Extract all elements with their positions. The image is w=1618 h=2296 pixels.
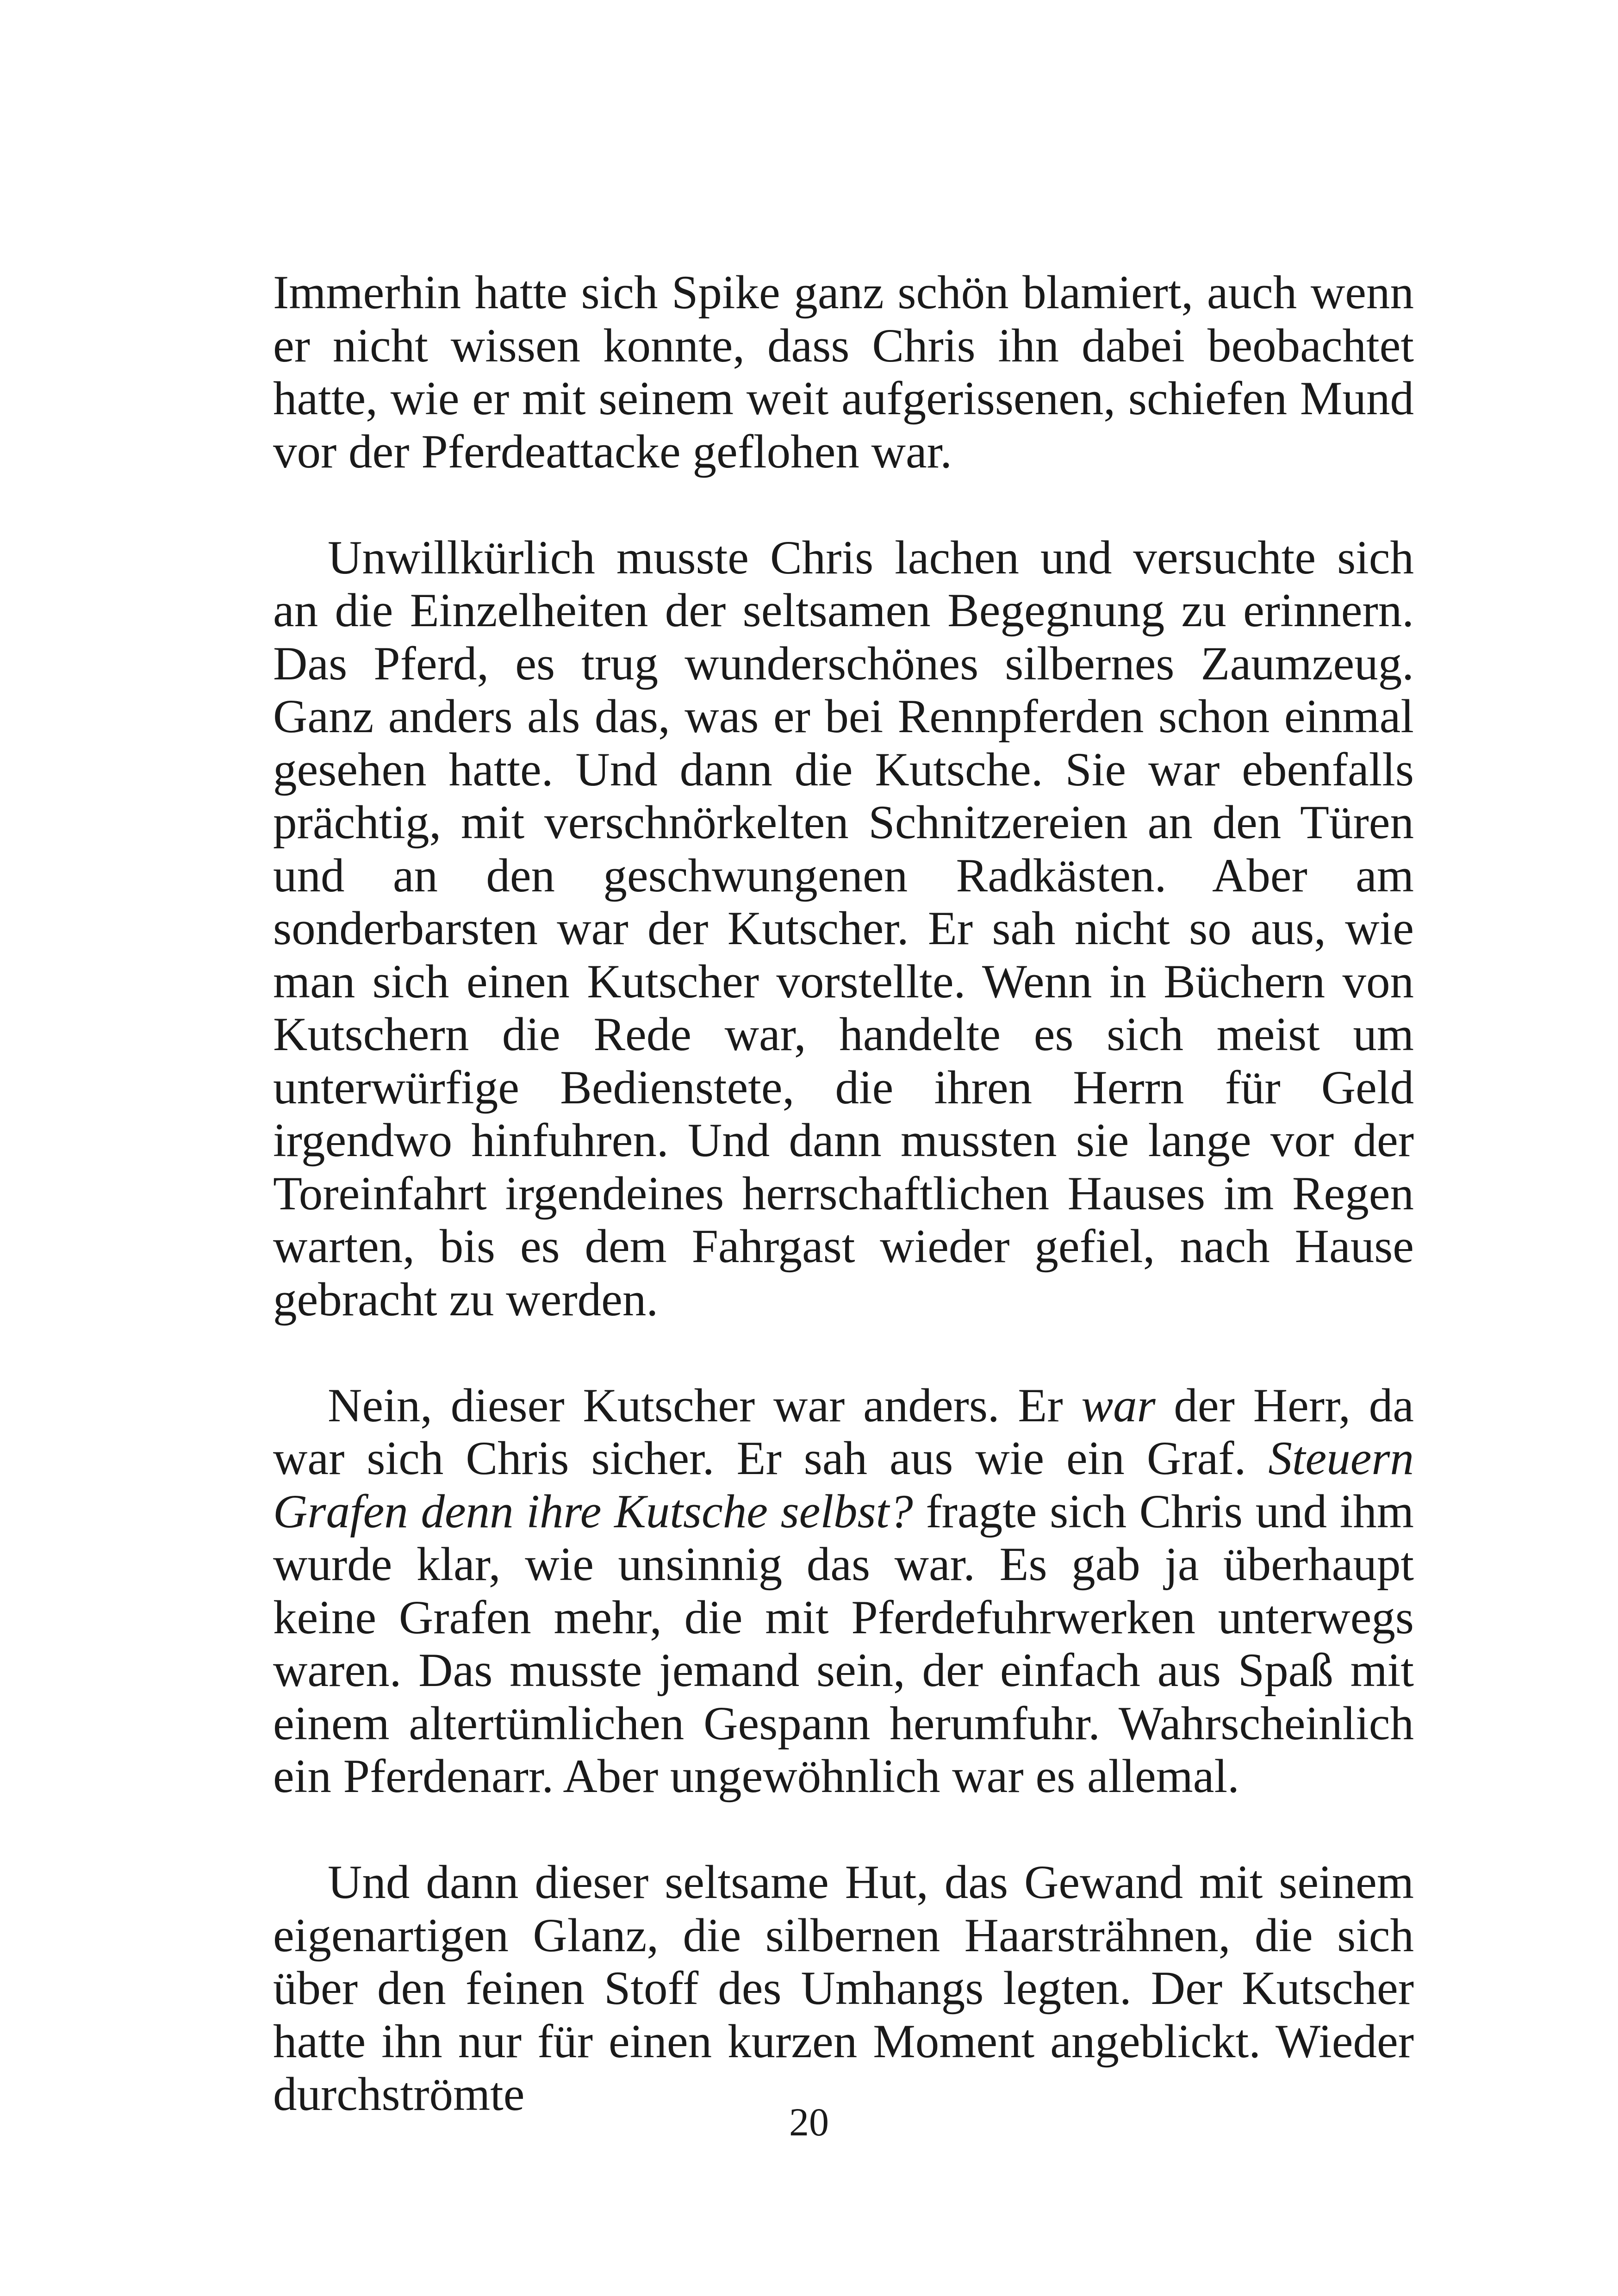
paragraph-3-emphasis-war: war [1081,1379,1156,1432]
paragraph-4 [273,1856,1414,2121]
page-number: 20 [789,2100,829,2144]
body-text [273,266,1414,2121]
paragraph-3-emphasis-question: Steuern Grafen denn ihre Kutsche selbst? [273,1432,1414,1538]
paragraph-3-text-c: fragte sich Chris und ihm wurde klar, wie unsinnig das war. Es gab ja überhaupt keine Grafen mehr, die mit Pferdefuhrwerken unterwegs waren. Das musste jemand sein, der einfach aus Spaß mit einem altertümlichen Gespann herumfuhr. Wahrscheinlich ein Pferdenarr. Aber ungewöhnlich war es allemal. [273,1485,1414,1803]
paragraph-1 [273,266,1414,478]
paragraph-2 [273,531,1414,1326]
paragraph-3-text-a: Nein, dieser Kutscher war anders. Er [328,1379,1082,1432]
paragraph-3-text-b: der Herr, da war sich Chris sicher. Er sah aus wie ein Graf. [273,1379,1414,1485]
paragraph-1-text: Immerhin hatte sich Spike ganz schön blamiert, auch wenn er nicht wissen konnte, dass Chris ihn dabei beobachtet hatte, wie er mit seinem weit aufgerissenen, schiefen Mund vor der Pferdeattacke geflohen war. [273,266,1414,478]
paragraph-2-text: Unwillkürlich musste Chris lachen und versuchte sich an die Einzelheiten der seltsamen Begegnung zu erinnern. Das Pferd, es trug wunderschönes silbernes Zaumzeug. Ganz anders als das, was er bei Rennpferden schon einmal gesehen hatte. Und dann die Kutsche. Sie war ebenfalls prächtig, mit verschnörkelten Schnitzereien an den Türen und an den geschwungenen Radkästen. Aber am sonderbarsten war der Kutscher. Er sah nicht so aus, wie man sich einen Kutscher vorstellte. Wenn in Büchern von Kutschern die Rede war, handelte es sich meist um unterwürfige Bedienstete, die ihren Herrn für Geld irgendwo hinfuhren. Und dann mussten sie lange vor der Toreinfahrt irgendeines herrschaftlichen Hauses im Regen warten, bis es dem Fahrgast wieder gefiel, nach Hause gebracht zu werden. [273,531,1414,1326]
paragraph-3 [273,1379,1414,1803]
paragraph-4-text: Und dann dieser seltsame Hut, das Gewand mit seinem eigenartigen Glanz, die silbernen Haarsträhnen, die sich über den feinen Stoff des Umhangs legten. Der Kutscher hatte ihn nur für einen kurzen Moment angeblickt. Wieder durchströmte [273,1856,1414,2121]
